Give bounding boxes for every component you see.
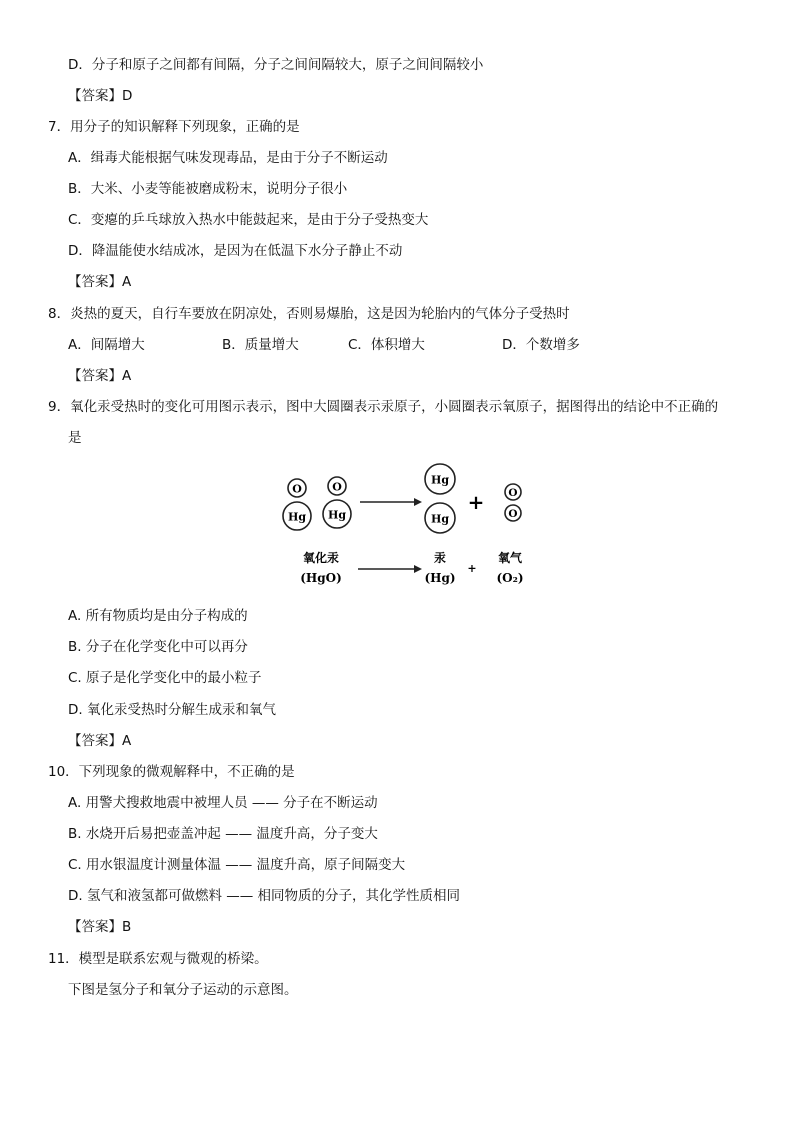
oxygen-molecule bbox=[505, 484, 521, 521]
q9-option-a: A. 所有物质均是由分子构成的 bbox=[68, 608, 248, 624]
hgo-decomposition-diagram bbox=[276, 462, 532, 590]
q9-stem-line2: 是 bbox=[68, 430, 82, 446]
mercury-atom-label: Hg bbox=[327, 508, 347, 522]
hg-name-label: 汞 bbox=[433, 551, 447, 565]
q7-option-a: A．缉毒犬能根据气味发现毒品，是由于分子不断运动 bbox=[68, 150, 388, 166]
q9-option-b: B. 分子在化学变化中可以再分 bbox=[68, 639, 248, 655]
q8-option-d: D．个数增多 bbox=[502, 337, 580, 353]
reaction-arrow-bottom bbox=[358, 565, 422, 573]
q10-option-d: D. 氢气和液氢都可做燃料 —— 相同物质的分子，其化学性质相同 bbox=[68, 888, 461, 904]
plus-sign-small: + bbox=[467, 562, 477, 575]
mercury-atom-label: Hg bbox=[430, 473, 450, 487]
oxygen-atom-label: O bbox=[332, 480, 342, 494]
o2-formula-label: (O₂) bbox=[496, 571, 524, 585]
hg-formula-label: (Hg) bbox=[424, 571, 456, 585]
hgo-molecule-2 bbox=[323, 477, 351, 528]
q7-stem: 7．用分子的知识解释下列现象，正确的是 bbox=[48, 119, 300, 135]
reaction-arrow-top bbox=[360, 498, 422, 506]
q8-option-c: C．体积增大 bbox=[348, 337, 425, 353]
hgo-molecule-1 bbox=[283, 479, 311, 530]
q7-option-c: C．变瘪的乒乓球放入热水中能鼓起来，是由于分子受热变大 bbox=[68, 212, 429, 228]
q10-answer: 【答案】B bbox=[68, 919, 132, 935]
mercury-atom-2 bbox=[425, 503, 455, 533]
q8-stem: 8．炎热的夏天，自行车要放在阴凉处，否则易爆胎，这是因为轮胎内的气体分子受热时 bbox=[48, 306, 570, 322]
oxygen-atom-label: O bbox=[292, 482, 302, 496]
q9-option-d: D. 氧化汞受热时分解生成汞和氧气 bbox=[68, 702, 276, 718]
q9-answer: 【答案】A bbox=[68, 733, 132, 749]
q7-option-b: B．大米、小麦等能被磨成粉末，说明分子很小 bbox=[68, 181, 348, 197]
q6-answer: 【答案】D bbox=[68, 88, 133, 104]
plus-sign: + bbox=[467, 490, 485, 514]
q7-answer: 【答案】A bbox=[68, 274, 132, 290]
q7-option-d: D．降温能使水结成冰，是因为在低温下水分子静止不动 bbox=[68, 243, 403, 259]
q8-option-a: A．间隔增大 bbox=[68, 337, 145, 353]
oxygen-atom-label: O bbox=[508, 508, 518, 520]
mercury-atom-label: Hg bbox=[287, 510, 307, 524]
mercury-atom-1 bbox=[425, 464, 455, 494]
q10-stem: 10．下列现象的微观解释中，不正确的是 bbox=[48, 764, 295, 780]
q11-stem: 11．模型是联系宏观与微观的桥梁。 bbox=[48, 951, 268, 967]
q10-option-a: A. 用警犬搜救地震中被埋人员 —— 分子在不断运动 bbox=[68, 795, 378, 811]
q8-option-b: B．质量增大 bbox=[222, 337, 299, 353]
o2-name-label: 氧气 bbox=[497, 551, 523, 565]
q8-answer: 【答案】A bbox=[68, 368, 132, 384]
oxygen-atom-label: O bbox=[508, 487, 518, 499]
q6-option-d: D．分子和原子之间都有间隔，分子之间间隔较大，原子之间间隔较小 bbox=[68, 57, 484, 73]
hgo-name-label: 氧化汞 bbox=[302, 551, 340, 565]
q9-stem-line1: 9．氧化汞受热时的变化可用图示表示，图中大圆圈表示汞原子，小圆圈表示氧原子，据图得出的结论中不正确的 bbox=[48, 399, 719, 415]
q9-option-c: C. 原子是化学变化中的最小粒子 bbox=[68, 670, 262, 686]
q10-option-c: C. 用水银温度计测量体温 —— 温度升高，原子间隔变大 bbox=[68, 857, 406, 873]
q11-line2: 下图是氢分子和氧分子运动的示意图。 bbox=[68, 982, 298, 998]
hgo-formula-label: (HgO) bbox=[300, 571, 342, 585]
q10-option-b: B. 水烧开后易把壶盖冲起 —— 温度升高，分子变大 bbox=[68, 826, 378, 842]
mercury-atom-label: Hg bbox=[430, 512, 450, 526]
